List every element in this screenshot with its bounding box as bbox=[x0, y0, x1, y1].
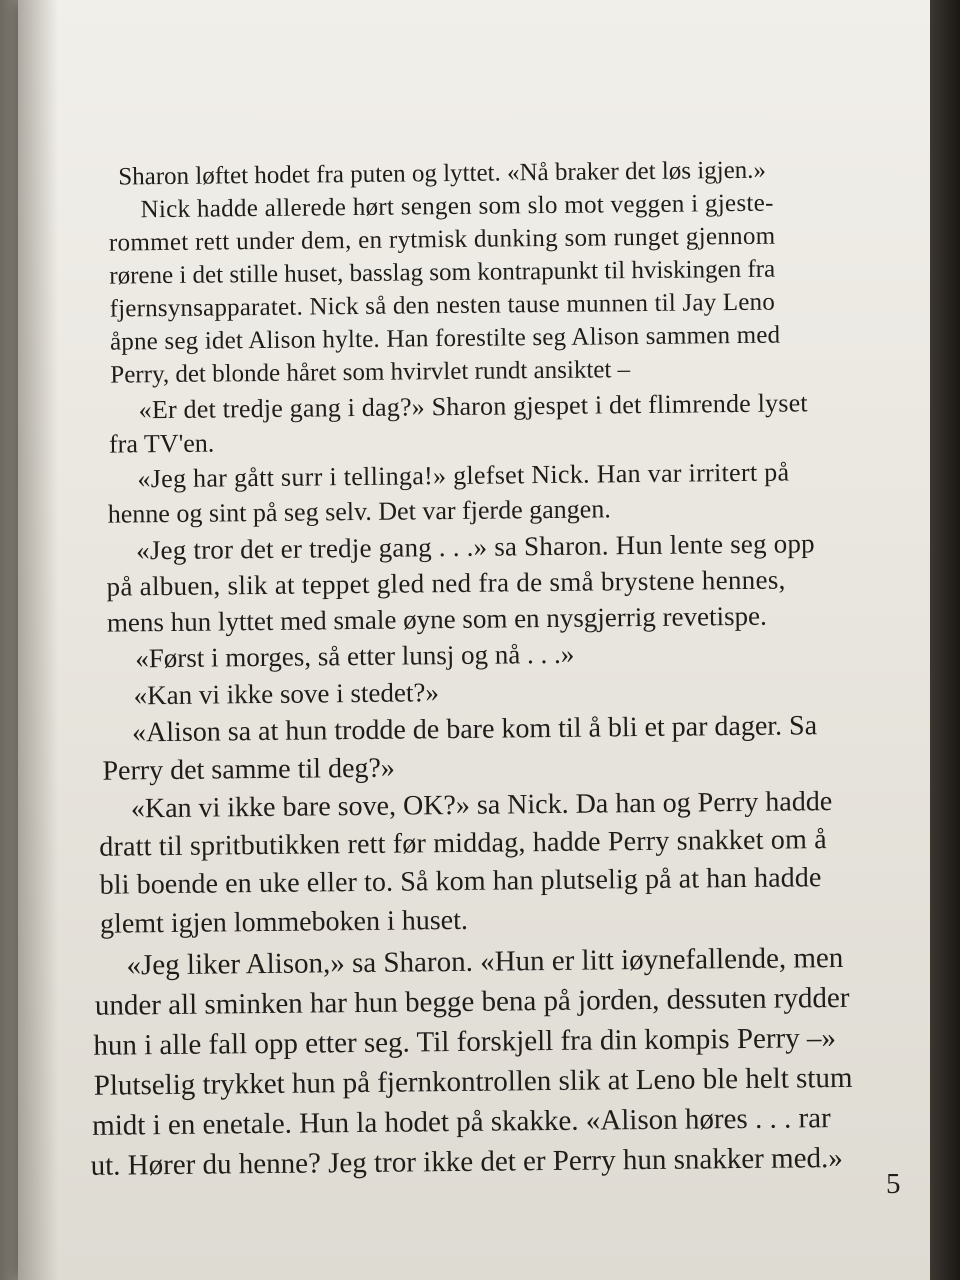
text-line: «Først i morges, så etter lunsj og nå . . .» bbox=[135, 638, 575, 674]
text-line: åpne seg idet Alison hylte. Han forestilte seg Alison sammen med bbox=[109, 321, 781, 356]
text-line: Perry det samme til deg?» bbox=[102, 752, 395, 787]
text-line: fra TV'en. bbox=[108, 428, 215, 459]
text-line: «Jeg tror det er tredje gang . . .» sa Sharon. Hun lente seg opp bbox=[136, 528, 815, 566]
text-line: rommet rett under dem, en rytmisk dunking som runget gjennom bbox=[108, 222, 776, 257]
text-line: «Jeg liker Alison,» sa Sharon. «Hun er litt iøynefallende, men bbox=[126, 941, 844, 982]
text-line: ut. Hører du henne? Jeg tror ikke det er Perry hun snakker med.» bbox=[90, 1141, 843, 1182]
text-line: «Jeg har gått surr i tellinga!» glefset Nick. Han var irritert på bbox=[137, 457, 790, 494]
text-line: hun i alle fall opp etter seg. Til forskjell fra din kompis Perry –» bbox=[93, 1022, 837, 1062]
text-line: «Kan vi ikke sove i stedet?» bbox=[133, 677, 440, 711]
text-line: «Alison sa at hun trodde de bare kom til å bli et par dager. Sa bbox=[131, 710, 818, 749]
text-line: Plutselig trykket hun på fjernkontrollen slik at Leno ble helt stum bbox=[93, 1061, 853, 1102]
text-line: «Kan vi ikke bare sove, OK?» sa Nick. Da han og Perry hadde bbox=[130, 786, 833, 825]
text-line: mens hun lyttet med smale øyne som en nysgjerrig revetispe. bbox=[106, 600, 767, 638]
text-line: Perry, det blonde håret som hvirvlet rundt ansiktet – bbox=[110, 356, 631, 389]
text-line: Nick hadde allerede hørt sengen som slo mot veggen i gjeste- bbox=[140, 189, 774, 224]
text-line: henne og sint på seg selv. Det var fjerde gangen. bbox=[107, 494, 611, 529]
page-gutter-shadow bbox=[18, 0, 58, 1280]
text-line: rørene i det stille huset, basslag som kontrapunkt til hviskingen fra bbox=[109, 255, 776, 290]
text-line: dratt til spritbutikken rett før middag, hadde Perry snakket om å bbox=[99, 824, 828, 863]
page-number: 5 bbox=[886, 1168, 901, 1200]
text-line: under all sminken har hun begge bena på jorden, dessuten rydder bbox=[94, 981, 850, 1022]
text-line: glemt igjen lommeboken i huset. bbox=[99, 904, 469, 940]
text-line: bli boende en uke eller to. Så kom han plutselig på at han hadde bbox=[99, 862, 822, 901]
text-line: fjernsynsapparatet. Nick så den nesten tause munnen til Jay Leno bbox=[109, 288, 776, 323]
text-line: Sharon løftet hodet fra puten og lyttet. «Nå braker det løs igjen.» bbox=[118, 156, 767, 191]
text-line: midt i en enetale. Hun la hodet på skakke. «Alison høres . . . rar bbox=[92, 1102, 831, 1142]
text-line: på albuen, slik at teppet gled ned fra de små brystene hennes, bbox=[106, 564, 786, 602]
background-shadow bbox=[930, 0, 960, 1280]
text-line: «Er det tredje gang i dag?» Sharon gjespet i det flimrende lyset bbox=[138, 388, 808, 425]
